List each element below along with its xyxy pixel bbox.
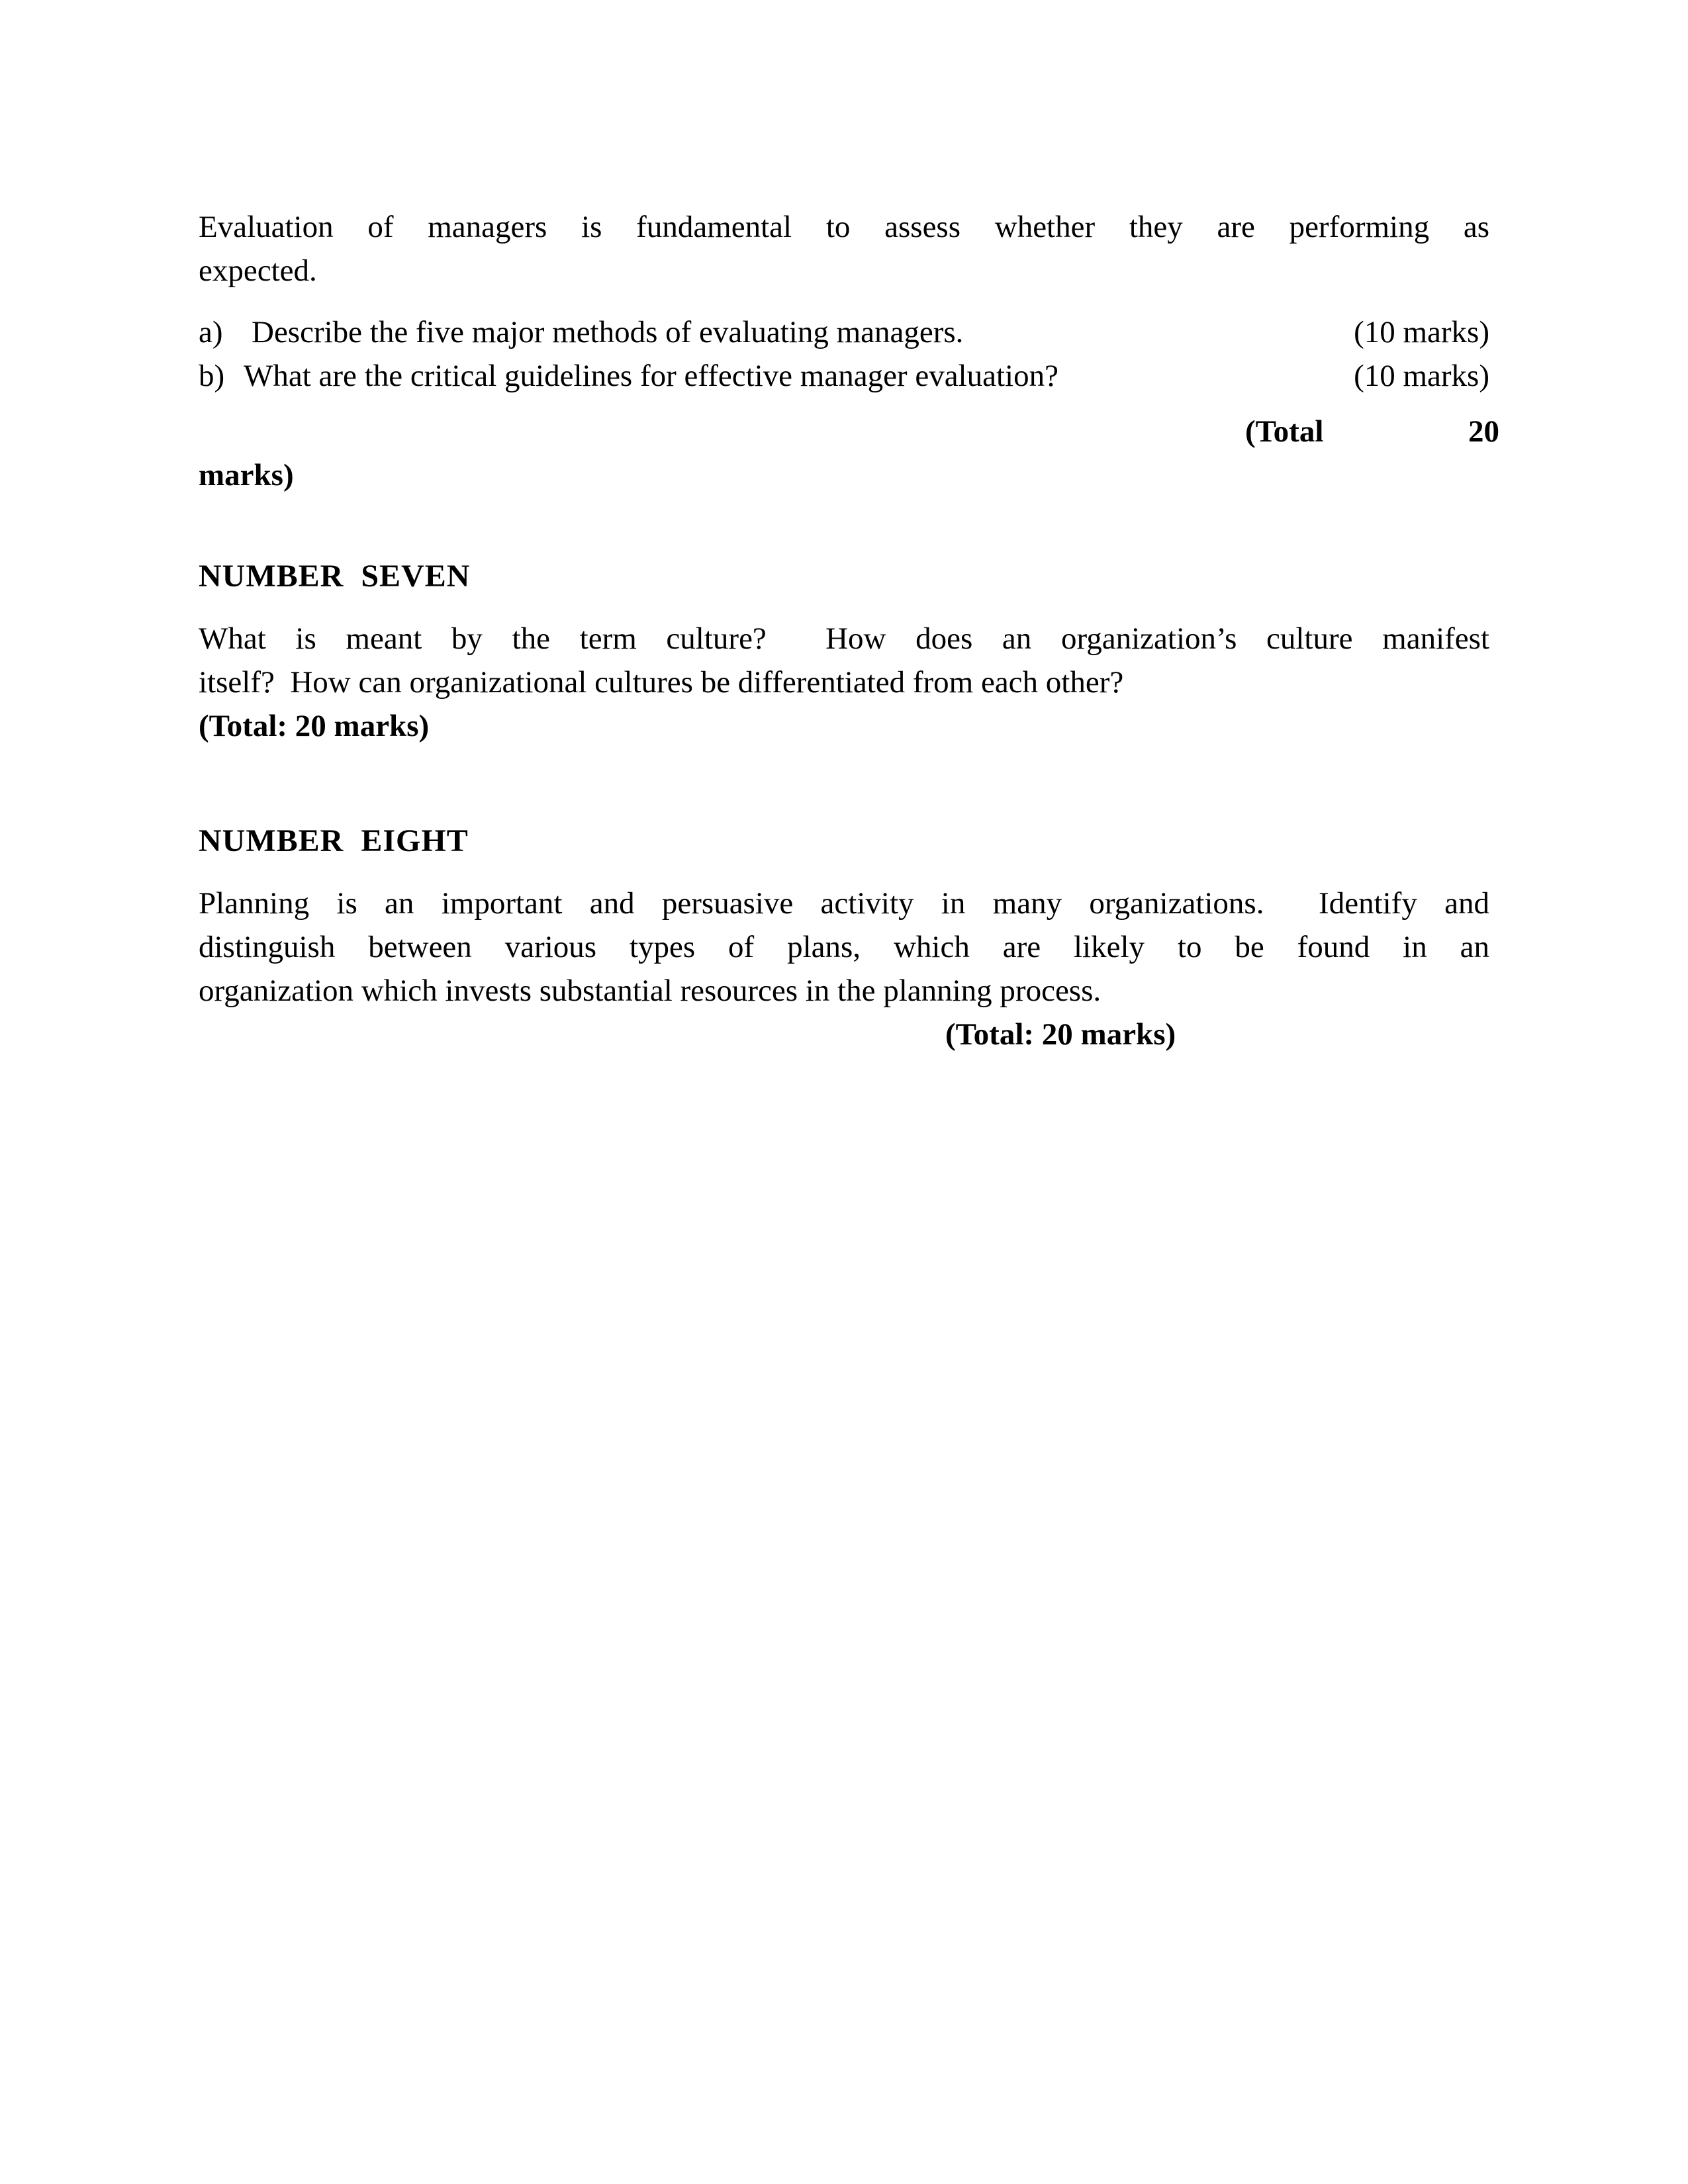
question-list [199,310,1489,398]
question-marks-a: (10 marks) [1354,315,1489,349]
intro-paragraph [199,205,1489,293]
section-seven-total: (Total: 20 marks) [199,709,430,743]
section-seven-heading: NUMBER SEVEN [199,559,471,594]
section-seven-line-2: itself? How can organizational cultures be differentiated from each other? [199,665,1124,700]
section-eight-line-2: distinguish between various types of plans, which are likely to be found in an [199,930,1489,964]
intro-line-1: Evaluation of managers is fundamental to assess whether they are performing as [199,210,1489,244]
section-eight-total: (Total: 20 marks) [945,1017,1176,1052]
intro-total-continuation: marks) [199,458,294,492]
section-seven-line-1: What is meant by the term culture? How does an organization’s culture manifest [199,621,1489,656]
question-marker-b: b) [199,359,225,393]
question-text-b: What are the critical guidelines for effective manager evaluation? [244,359,1058,393]
question-marker-a: a) [199,315,223,349]
question-item-b [199,354,1489,398]
question-text-a: Describe the five major methods of evaluating managers. [252,315,964,349]
intro-total-label: (Total [1245,414,1324,449]
intro-line-2: expected. [199,253,317,288]
section-eight-line-3: organization which invests substantial resources in the planning process. [199,974,1102,1008]
intro-total-value: 20 [1468,414,1499,449]
section-seven-paragraph [199,617,1489,704]
section-eight-heading: NUMBER EIGHT [199,823,469,858]
intro-total-line [199,410,1499,453]
question-marks-b: (10 marks) [1354,359,1489,393]
section-eight-line-1: Planning is an important and persuasive activity in many organizations. Identify and [199,886,1489,921]
section-eight-paragraph [199,882,1489,1013]
question-item-a [199,310,1489,354]
